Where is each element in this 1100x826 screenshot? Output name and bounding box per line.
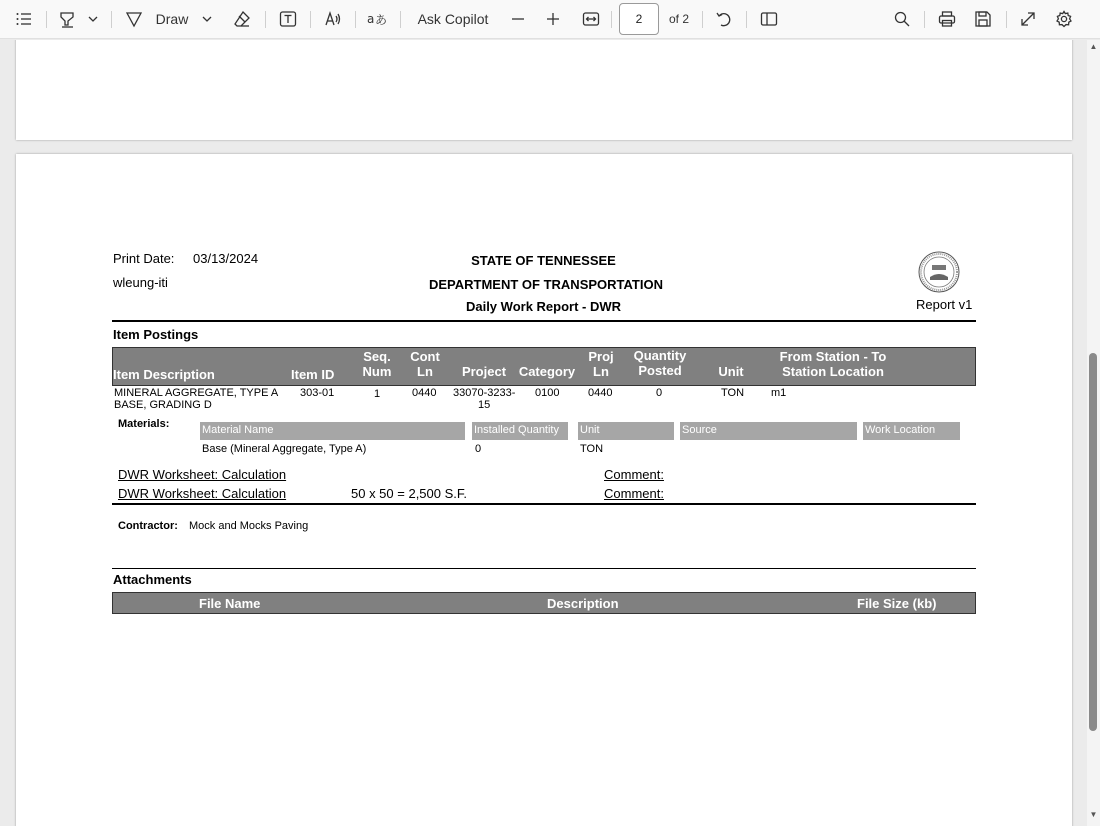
col-proj-ln-1: Proj: [588, 349, 614, 364]
report-title-state: STATE OF TENNESSEE: [471, 253, 616, 268]
col-cont-ln-2: Ln: [417, 364, 433, 379]
translate-icon[interactable]: [366, 0, 388, 38]
materials-col-installed-quantity: Installed Quantity: [472, 422, 568, 440]
dwr-worksheet-link-1[interactable]: DWR Worksheet: Calculation: [118, 467, 287, 482]
col-cont-ln-1: Cont: [410, 349, 440, 364]
materials-col-source: Source: [680, 422, 857, 440]
settings-gear-icon[interactable]: [1054, 0, 1074, 38]
materials-col-unit: Unit: [578, 422, 674, 440]
scrollbar-thumb[interactable]: [1089, 353, 1097, 731]
materials-col-work-location: Work Location: [863, 422, 960, 440]
toolbar-separator: [746, 11, 747, 28]
item-postings-header: [112, 347, 976, 386]
materials-col-name: Material Name: [200, 422, 465, 440]
fit-to-width-icon[interactable]: [581, 0, 601, 38]
contractor-value: Mock and Mocks Paving: [189, 520, 309, 532]
scroll-up-arrow-icon[interactable]: ▲: [1089, 42, 1098, 51]
worksheet-divider: [112, 503, 976, 505]
attachments-col-file-size: File Size (kb): [857, 596, 937, 611]
col-from-station-1: From Station - To: [779, 349, 887, 364]
pdf-toolbar: [0, 0, 1100, 39]
tennessee-state-seal-icon: [918, 251, 960, 293]
contractor-label: Contractor:: [118, 520, 178, 532]
worksheet-calculation-value: 50 x 50 = 2,500 S.F.: [351, 486, 467, 501]
print-icon[interactable]: [937, 0, 957, 38]
quantity-posted-value: 0: [656, 387, 663, 399]
project-value-line-1: 33070-3233-: [453, 387, 516, 399]
toolbar-separator: [46, 11, 47, 28]
item-description-line-1: MINERAL AGGREGATE, TYPE A: [114, 387, 279, 399]
svg-text:a: a: [367, 12, 375, 26]
col-item-description: Item Description: [113, 367, 215, 382]
material-installed-quantity-value: 0: [475, 443, 482, 455]
eraser-icon[interactable]: [232, 0, 252, 38]
dwr-worksheet-link-2[interactable]: DWR Worksheet: Calculation: [118, 486, 287, 501]
draw-options-chevron-down-icon[interactable]: [200, 0, 214, 38]
contents-icon[interactable]: [14, 0, 34, 38]
page-number-input[interactable]: 2: [619, 3, 659, 35]
col-item-id: Item ID: [291, 367, 335, 382]
item-description-line-2: BASE, GRADING D: [114, 399, 212, 411]
col-quantity-posted-2: Posted: [638, 363, 682, 378]
worksheet-comment-label-2: Comment:: [604, 486, 664, 501]
col-seq-num-1: Seq.: [363, 349, 391, 364]
toolbar-separator: [265, 11, 266, 28]
col-seq-num-2: Num: [362, 364, 392, 379]
project-value-line-2: 15: [478, 399, 491, 411]
zoom-out-icon[interactable]: [509, 0, 527, 38]
material-name-value: Base (Mineral Aggregate, Type A): [202, 443, 367, 455]
toolbar-separator: [702, 11, 703, 28]
toolbar-separator: [355, 11, 356, 28]
header-divider: [112, 320, 976, 322]
report-title-department: DEPARTMENT OF TRANSPORTATION: [429, 277, 663, 292]
draw-button[interactable]: Draw: [155, 11, 189, 27]
save-icon[interactable]: [973, 0, 993, 38]
attachments-heading: Attachments: [113, 572, 192, 587]
col-from-station-2: Station Location: [782, 364, 884, 379]
print-date-value: 03/13/2024: [193, 251, 259, 266]
pdf-page-2: [16, 154, 1072, 826]
expand-icon[interactable]: [1018, 0, 1038, 38]
col-category: Category: [518, 364, 576, 379]
col-project: Project: [461, 364, 507, 379]
col-quantity-posted-1: Quantity: [633, 348, 687, 363]
vertical-scrollbar[interactable]: [1087, 40, 1100, 826]
toolbar-separator: [400, 11, 401, 28]
pdf-page-1: [16, 40, 1072, 140]
zoom-in-icon[interactable]: [544, 0, 562, 38]
print-date-label: Print Date:: [113, 251, 175, 266]
attachments-col-file-name: File Name: [199, 596, 261, 611]
rotate-icon[interactable]: [714, 0, 734, 38]
attachments-divider: [112, 568, 976, 569]
draw-pen-icon[interactable]: [124, 0, 144, 38]
seq-num-value: 1: [374, 388, 381, 400]
toolbar-separator: [924, 11, 925, 28]
attachments-col-description: Description: [547, 596, 619, 611]
read-aloud-icon[interactable]: [323, 0, 343, 38]
svg-text:あ: あ: [375, 13, 388, 27]
page-total: of 2: [668, 12, 689, 26]
item-postings-heading: Item Postings: [113, 327, 199, 342]
materials-label: Materials:: [118, 418, 170, 430]
search-icon[interactable]: [892, 0, 912, 38]
ask-copilot-button[interactable]: Ask Copilot: [417, 11, 489, 27]
report-user: wleung-iti: [113, 275, 168, 290]
toolbar-separator: [1006, 11, 1007, 28]
cont-ln-value: 0440: [412, 387, 437, 399]
pdf-viewer[interactable]: [0, 40, 1087, 826]
page-view-icon[interactable]: [759, 0, 779, 38]
toolbar-separator: [611, 11, 612, 28]
report-version: Report v1: [916, 297, 973, 312]
attachments-header: [112, 592, 976, 614]
col-proj-ln-2: Ln: [593, 364, 609, 379]
scroll-down-arrow-icon[interactable]: ▼: [1089, 810, 1098, 819]
highlight-options-chevron-down-icon[interactable]: [86, 0, 100, 38]
category-value: 0100: [535, 387, 560, 399]
proj-ln-value: 0440: [588, 387, 613, 399]
item-id-value: 303-01: [300, 387, 335, 399]
toolbar-separator: [310, 11, 311, 28]
material-unit-value: TON: [580, 443, 604, 455]
highlighter-icon[interactable]: [57, 0, 77, 38]
report-title-dwr: Daily Work Report - DWR: [465, 299, 622, 314]
toolbar-separator: [111, 11, 112, 28]
unit-value: TON: [721, 387, 745, 399]
station-value: m1: [771, 387, 787, 399]
worksheet-comment-label-1: Comment:: [604, 467, 664, 482]
add-text-icon[interactable]: [278, 0, 298, 38]
col-unit: Unit: [718, 364, 744, 379]
